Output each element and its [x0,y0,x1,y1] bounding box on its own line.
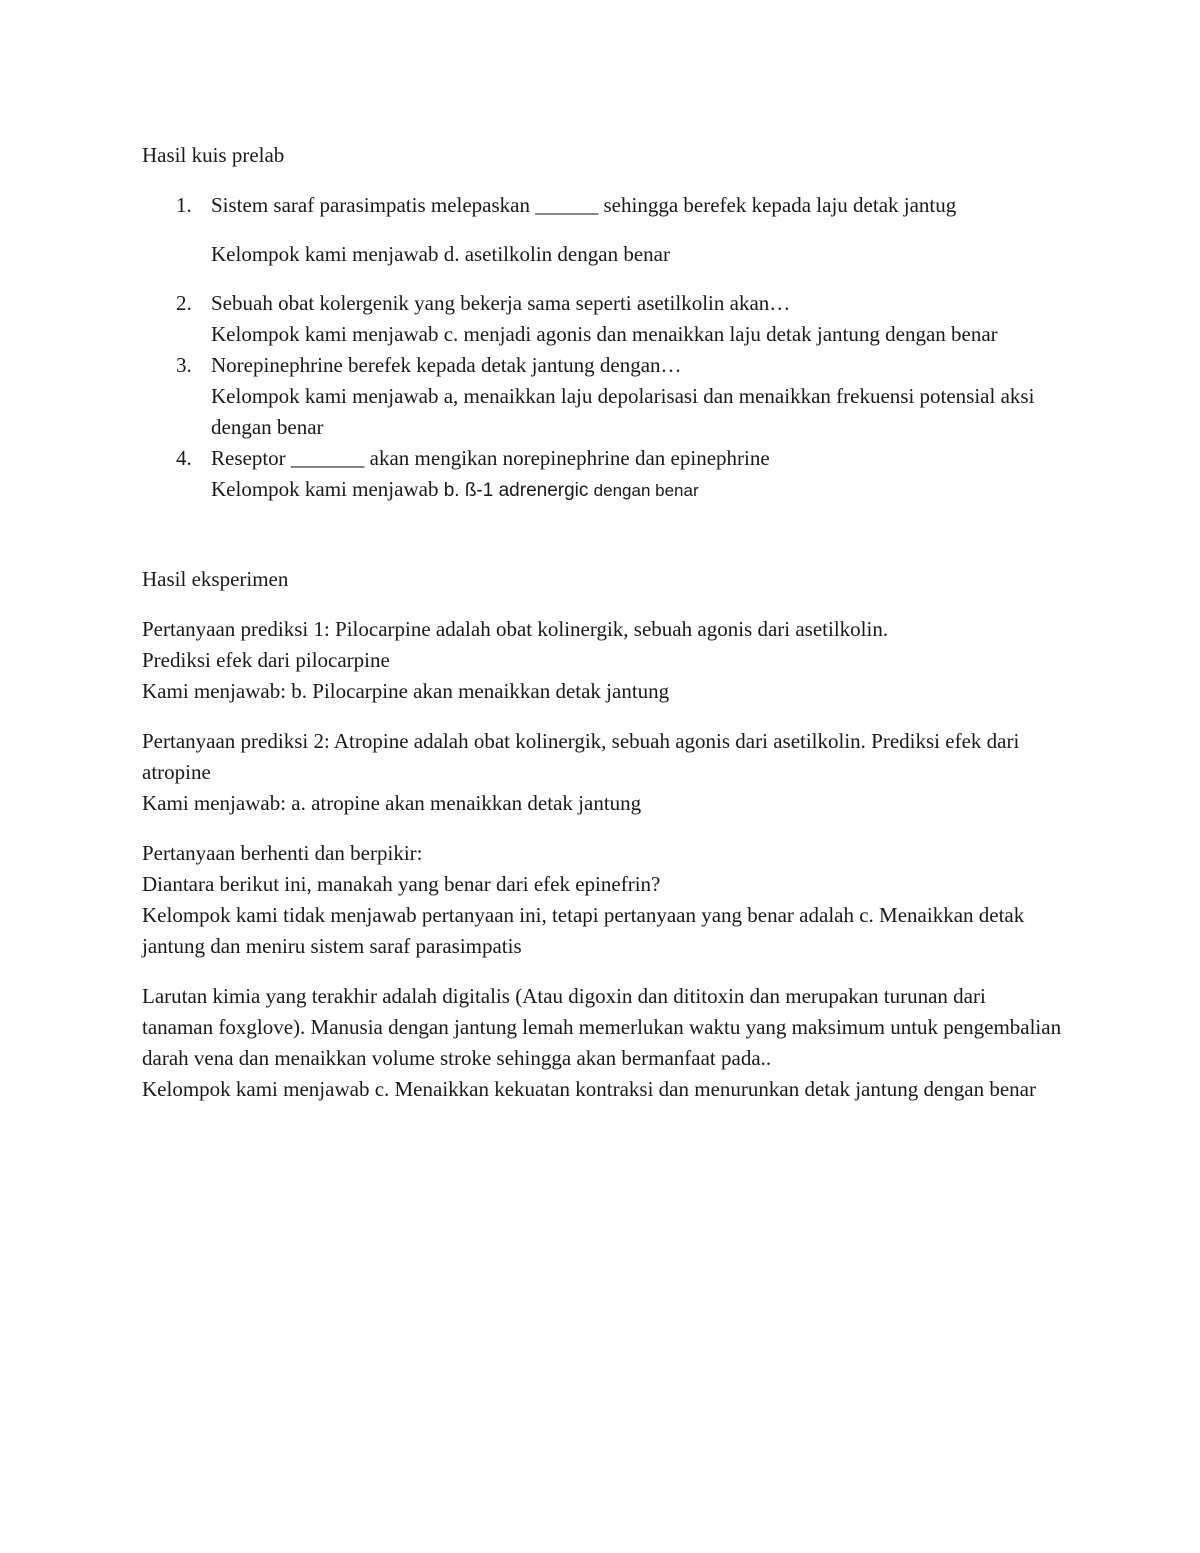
prediction-1-question: Pertanyaan prediksi 1: Pilocarpine adalah obat kolinergik, sebuah agonis dari asetilkolin. [142,617,889,641]
quiz-item-number: 4. [176,446,192,470]
quiz-item-question: Sebuah obat kolergenik yang bekerja sama seperti asetilkolin akan… [211,291,791,315]
quiz-item-question: Norepinephrine berefek kepada detak jantung dengan… [211,353,682,377]
prediction-1-prompt: Prediksi efek dari pilocarpine [142,648,390,672]
quiz-list [142,190,1062,506]
quiz-item-number: 3. [176,353,192,377]
quiz-item-number: 2. [176,291,192,315]
stop-think-paragraph [142,838,1062,962]
quiz-item-answer: Kelompok kami menjawab c. menjadi agonis dan menaikkan laju detak jantung dengan benar [211,322,998,346]
quiz-item-answer-choice: b. ß-1 adrenergic [443,480,594,501]
quiz-item-4 [142,443,1062,506]
quiz-item-answer: Kelompok kami menjawab d. asetilkolin dengan benar [211,242,670,266]
quiz-item-number: 1. [176,193,192,217]
prediction-2-paragraph [142,726,1062,819]
stop-think-answer: Kelompok kami tidak menjawab pertanyaan ini, tetapi pertanyaan yang benar adalah c. Menaikkan detak jantung dan meniru sistem saraf parasimpatis [142,903,1025,958]
experiment-heading: Hasil eksperimen [142,567,289,591]
quiz-item-2 [142,288,1062,350]
quiz-item-answer-tail: dengan benar [593,481,699,500]
digitalis-text: Larutan kimia yang terakhir adalah digitalis (Atau digoxin dan dititoxin dan merupakan turunan dari tanaman foxglove). Manusia dengan jantung lemah memerlukan waktu yang maksimum untuk pengembalian darah vena dan menaikkan volume stroke sehingga akan bermanfaat pada.. [142,984,1062,1070]
prediction-2-answer: Kami menjawab: a. atropine akan menaikkan detak jantung [142,791,642,815]
quiz-item-1 [142,190,1062,270]
digitalis-paragraph [142,981,1062,1105]
stop-think-question: Diantara berikut ini, manakah yang benar dari efek epinefrin? [142,872,661,896]
quiz-item-answer-prefix: Kelompok kami menjawab [211,477,444,501]
quiz-item-question: Reseptor _______ akan mengikan norepinephrine dan epinephrine [211,446,770,470]
quiz-item-answer [211,474,1062,506]
quiz-item-answer: Kelompok kami menjawab a, menaikkan laju depolarisasi dan menaikkan frekuensi potensial aksi dengan benar [211,384,1035,439]
prediction-2-question: Pertanyaan prediksi 2: Atropine adalah obat kolinergik, sebuah agonis dari asetilkolin. Prediksi efek dari atropine [142,729,1020,784]
quiz-item-question: Sistem saraf parasimpatis melepaskan ______ sehingga berefek kepada laju detak jantug [211,193,957,217]
quiz-item-3 [142,350,1062,443]
digitalis-answer: Kelompok kami menjawab c. Menaikkan kekuatan kontraksi dan menurunkan detak jantung dengan benar [142,1077,1036,1101]
prediction-1-answer: Kami menjawab: b. Pilocarpine akan menaikkan detak jantung [142,679,670,703]
stop-think-title: Pertanyaan berhenti dan berpikir: [142,841,423,865]
prediction-1-paragraph [142,614,1062,707]
document-page [142,140,1062,1124]
quiz-heading: Hasil kuis prelab [142,143,285,167]
